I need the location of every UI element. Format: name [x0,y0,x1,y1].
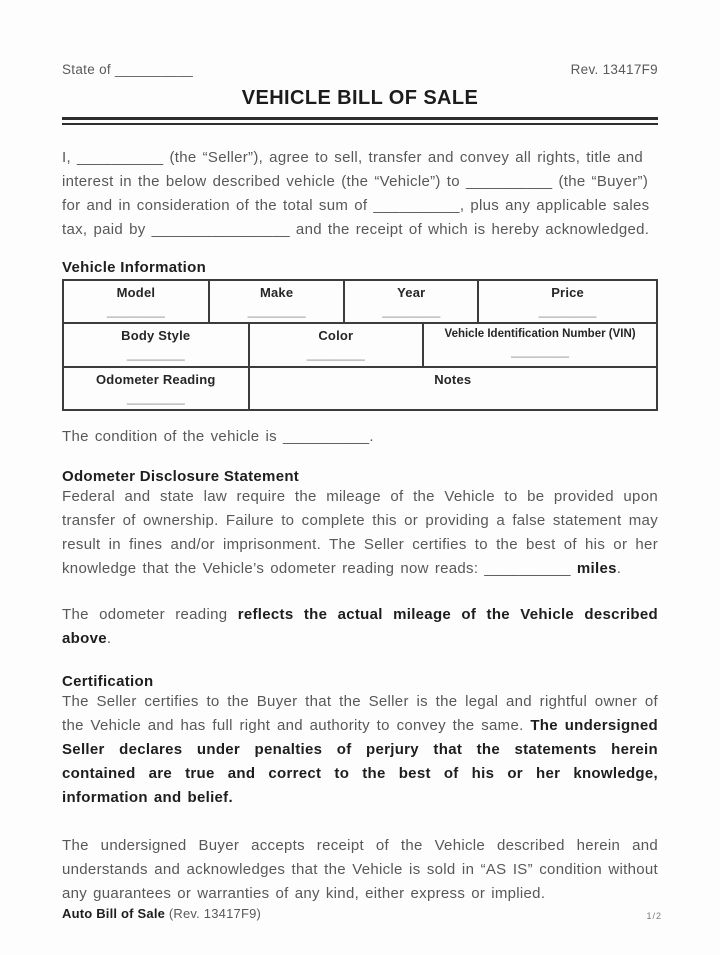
footer-doc-title [62,906,261,921]
table-row [64,281,656,322]
odometer-disclosure-paragraph: Federal and state law require the mileage of the Vehicle to be provided upon transfer of ownership. Failure to complete this or providing a false statement may result in fines and/or imprisonment. The Seller certifies to the best of his or her knowledge that the Vehicle’s odometer reading now reads: __________ miles. [62,488,658,577]
intro-paragraph: I, __________ (the “Seller”), agree to sell, transfer and convey all rights, title and interest in the below described vehicle (the “Vehicle”) to __________ (the “Buyer”) for and in consideration of the total sum of __________, plus any applicable sales tax, paid by ________________ and the receipt of which is hereby acknowledged. [62,149,650,238]
title-divider-rule [62,117,658,125]
odometer-disclosure-heading: Odometer Disclosure Statement [62,468,300,485]
table-row [64,322,656,366]
body-style-blank-field: ________ [126,346,185,361]
vehicle-info-heading: Vehicle Information [62,259,207,276]
body-style-cell [64,324,248,366]
year-label: Year [397,285,426,300]
header-row [62,62,658,77]
footer-doc-name: Auto Bill of Sale [62,906,166,921]
document-title: VEHICLE BILL OF SALE [241,87,479,109]
buyer-statement: The undersigned Buyer accepts receipt of the Vehicle described herein and understands and acknowledges that the Vehicle is sold in “AS IS” condition without any guarantees or warranties of any kind, either express or implied. [62,837,658,902]
footer-revision: (Rev. 13417F9) [165,906,262,921]
color-cell [248,324,423,366]
color-blank-field: ________ [306,346,365,361]
make-blank-field: ________ [247,303,306,318]
color-label: Color [318,328,354,343]
certification-paragraph: The Seller certifies to the Buyer that the Seller is the legal and rightful owner of the Vehicle and has full right and authority to convey the same. The undersigned Seller declares under penalties of perjury that the statements herein contained are true and correct to the best of his or her knowledge, information and belief. [62,693,658,806]
odometer-reading-statement: The odometer reading reflects the actual mileage of the Vehicle described above. [62,606,658,647]
price-label: Price [551,285,584,300]
page-number: 1/2 [646,911,662,921]
vehicle-info-table [62,279,658,411]
odometer-blank-field: ________ [126,390,185,405]
condition-line: The condition of the vehicle is __________. [62,428,374,445]
price-cell [477,281,656,322]
price-blank-field: ________ [538,303,597,318]
page-footer [62,906,662,921]
model-blank-field: ________ [107,303,165,318]
notes-label: Notes [434,372,472,387]
table-row [64,366,656,409]
year-blank-field: ________ [382,303,441,318]
odometer-reading-cell [64,368,248,409]
vin-blank-field: ________ [511,343,569,358]
year-cell [343,281,477,322]
vin-label: Vehicle Identification Number (VIN) [444,328,636,340]
certification-heading: Certification [62,673,154,690]
vin-cell [422,324,656,366]
state-of-field: State of __________ [62,62,194,77]
make-label: Make [259,285,294,300]
model-cell [64,281,208,322]
notes-cell [248,368,656,409]
model-label: Model [116,285,156,300]
make-cell [208,281,344,322]
body-style-label: Body Style [121,328,191,343]
odometer-reading-label: Odometer Reading [96,372,216,387]
revision-label: Rev. 13417F9 [570,62,658,77]
